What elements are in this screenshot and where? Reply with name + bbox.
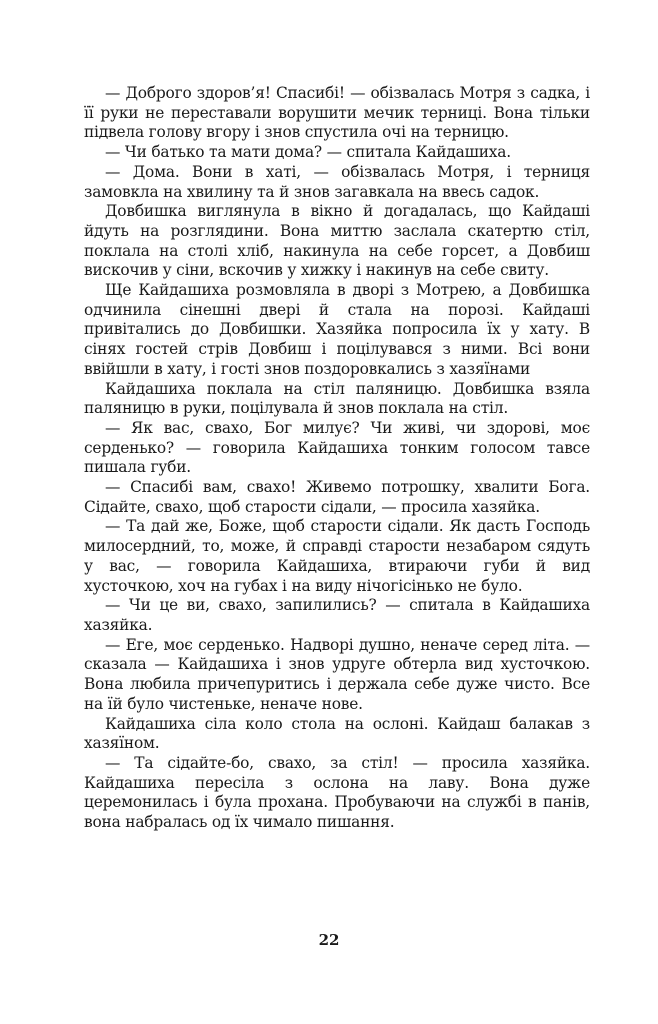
paragraph: Ще Кайдашиха розмовляла в дворі з Мотрею, а Довбишка одчинила сінешні двері й стала на порозі. Кайдаші привітались до Довбишки. Хазяйка попросила їх у хату. В сінях гостей стрів Довбиш і поцілувався з ними. Всі вони ввійшли в хату, і гості знов поздоровкались з хазяїнами <box>84 281 590 378</box>
paragraph: Довбишка виглянула в вікно й догадалась, що Кайдаші йдуть на розглядини. Вона миттю заслала скатертю стіл, поклала на столі хліб, накинула на себе горсет, а Довбиш вискочив у сіни, вскочив у хижку і накинув на себе свиту. <box>84 202 590 280</box>
paragraph: — Еге, моє серденько. Надворі душно, неначе серед літа. — сказала — Кайдашиха і знов удруге обтерла вид хусточкою. Вона любила причепуритись і держала себе дуже чисто. Все на їй було чистеньке, неначе нове. <box>84 635 590 713</box>
paragraph: — Спасибі вам, свахо! Живемо потрошку, хвалити Бога. Сідайте, свахо, щоб старости сідали, — просила хазяйка. <box>84 478 590 516</box>
page-number: 22 <box>318 931 340 949</box>
paragraph: — Чи це ви, свахо, запилились? — спитала в Кайдашиха хазяйка. <box>84 596 590 634</box>
paragraph: Кайдашиха сіла коло стола на ослоні. Кайдаш балакав з хазяїном. <box>84 714 590 753</box>
paragraph: — Чи батько та мати дома? — спитала Кайдашиха. <box>105 143 511 162</box>
paragraph: — Як вас, свахо, Бог милує? Чи живі, чи здорові, моє серденько? — говорила Кайдашиха тонким голосом тавсе пишала губи. <box>84 418 590 477</box>
paragraph: Кайдашиха поклала на стіл паляницю. Довбишка взяла паляницю в руки, поцілувала й знов поклала на стіл. <box>84 379 590 418</box>
paragraph: — Та сідайте-бо, свахо, за стіл! — просила хазяйка. Кайдашиха пересіла з ослона на лаву. Вона дуже церемонилась і була прохана. Пробуваючи на службі в панів, вона набралась од їх чимало пишання. <box>84 753 590 832</box>
paragraph: — Та дай же, Боже, щоб старости сідали. Як дасть Господь милосердний, то, може, й справді старости незабаром сядуть у вас, — говорила Кайдашиха, втираючи губи й вид хусточкою, хоч на губах і на виду нічогісінько не було. <box>84 517 590 595</box>
paragraph: — Дома. Вони в хаті, — обізвалась Мотря, і терниця замовкла на хвилину та й знов загавкала на ввесь садок. <box>84 162 590 201</box>
paragraph: — Доброго здоров’я! Спасибі! — обізвалась Мотря з садка, і її руки не переставали ворушити мечик терниці. Вона тільки підвела голову вгору і знов спустила очі на терницю. <box>84 84 590 142</box>
page-body <box>84 84 590 833</box>
